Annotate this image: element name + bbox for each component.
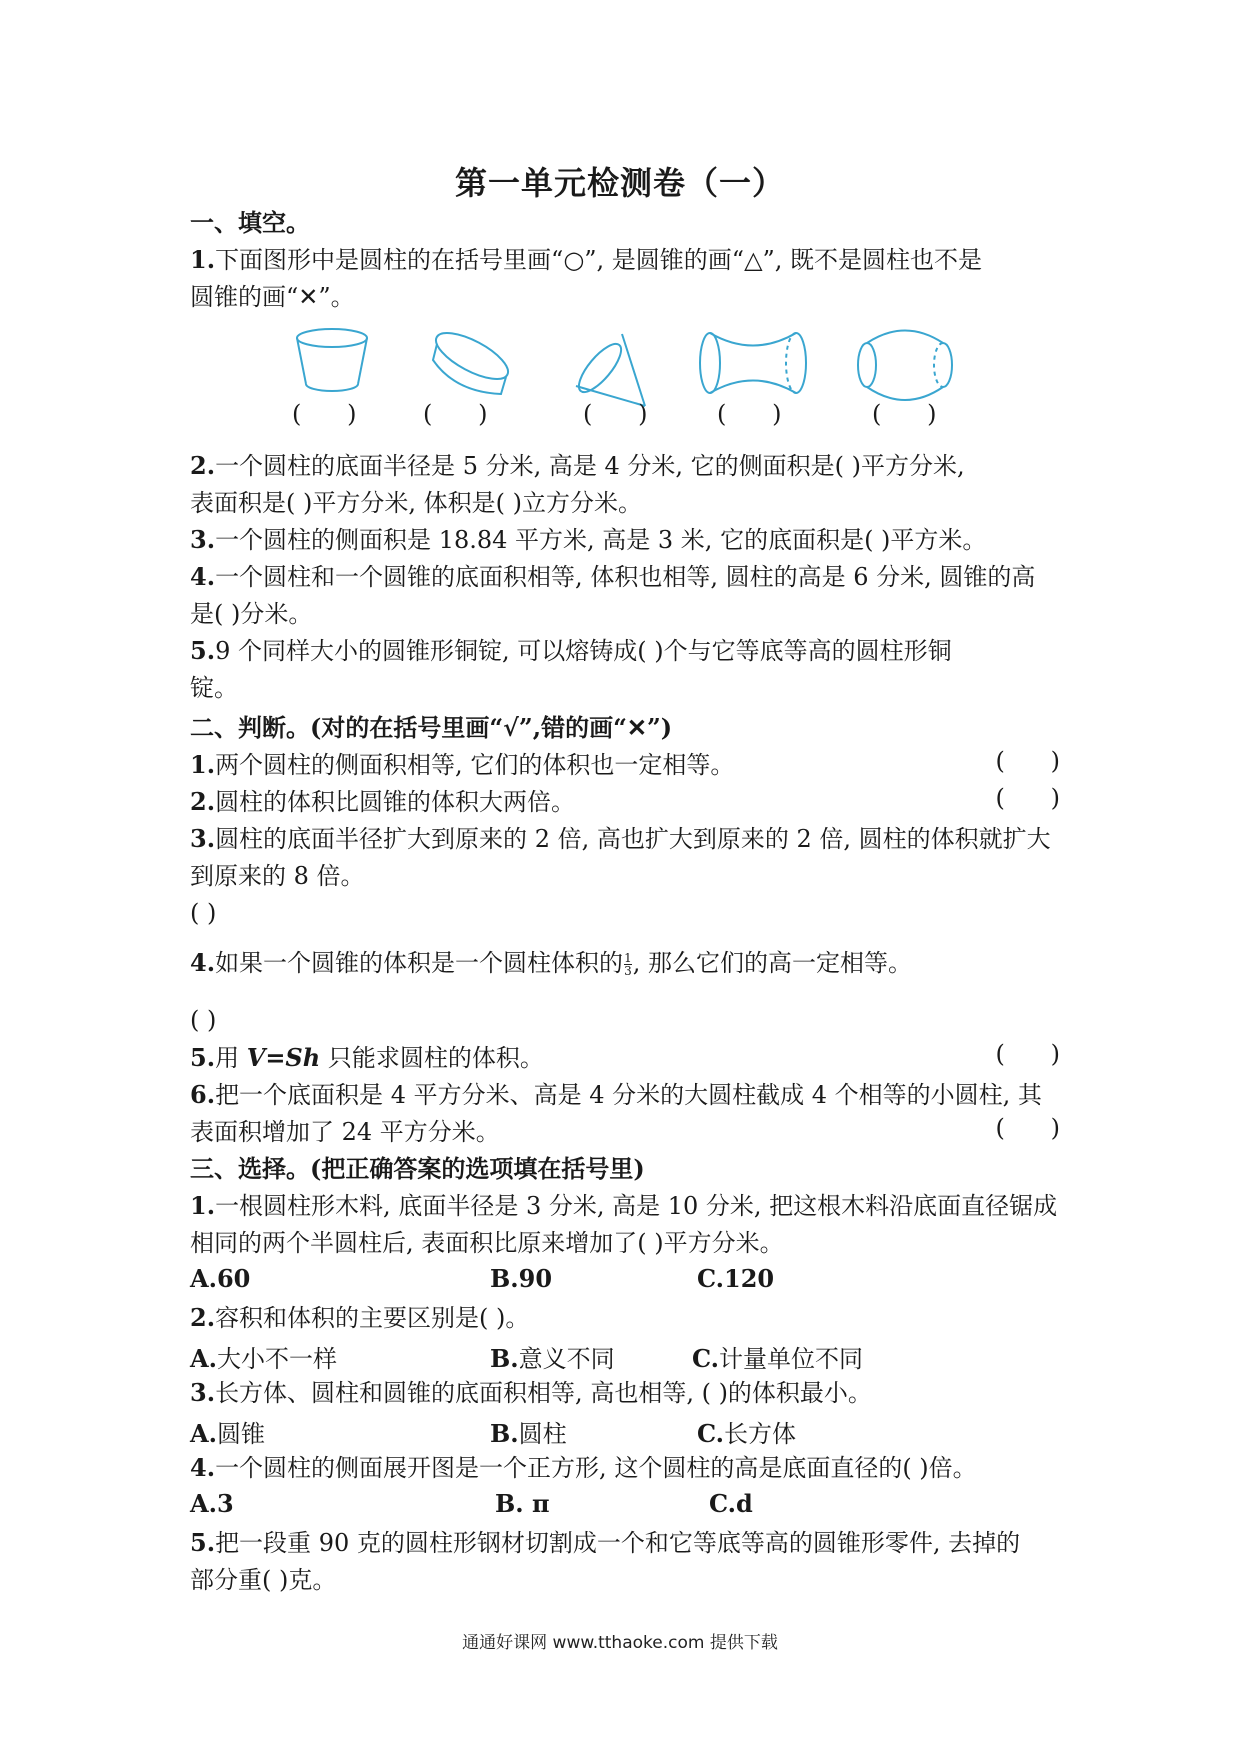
q-text: 如果一个圆锥的体积是一个圆柱体积的	[215, 949, 624, 977]
s2-q5-line	[190, 1040, 1060, 1076]
s3-q4-option-a[interactable]	[190, 1489, 234, 1518]
s3-q3-option-a[interactable]	[190, 1414, 265, 1449]
q-num: 5.	[190, 636, 216, 665]
s3-q1-option-c[interactable]	[697, 1264, 774, 1293]
s3-q4-option-b[interactable]	[495, 1489, 550, 1518]
volume-formula: V=Sh	[246, 1043, 321, 1072]
option-text: 意义不同	[518, 1345, 615, 1373]
q-num: 2.	[190, 787, 216, 816]
q-num: 1.	[190, 750, 216, 779]
option-letter: A.3	[190, 1489, 234, 1518]
s3-q2-option-a[interactable]	[190, 1339, 337, 1374]
q-text: 9 个同样大小的圆锥形铜锭, 可以熔铸成( )个与它等底等高的圆柱形铜	[215, 637, 952, 665]
barrel-shape-figure	[855, 328, 955, 403]
option-letter: A.	[190, 1419, 217, 1448]
s3-q3-line1	[190, 1375, 1060, 1411]
q-num: 1.	[190, 245, 216, 274]
option-letter: C.	[692, 1344, 720, 1373]
s2-q5-answer-paren[interactable]: ( )	[995, 1040, 1060, 1068]
s1-q4-line1	[190, 559, 1060, 595]
q-text: 一根圆柱形木料, 底面半径是 3 分米, 高是 10 分米, 把这根木料沿底面直径锯成	[215, 1192, 1058, 1220]
q-num: 4.	[190, 948, 216, 977]
option-letter: A.	[190, 1344, 217, 1373]
q-text: 圆柱的底面半径扩大到原来的 2 倍, 高也扩大到原来的 2 倍, 圆柱的体积就扩大	[215, 825, 1051, 853]
s3-q1-line2: 相同的两个半圆柱后, 表面积比原来增加了( )平方分米。	[190, 1229, 784, 1257]
q-text: 下面图形中是圆柱的在括号里画“○”, 是圆锥的画“△”, 既不是圆柱也不是	[215, 246, 983, 274]
option-text: 大小不一样	[216, 1345, 337, 1373]
q-num: 3.	[190, 525, 216, 554]
page-footer: 通通好课网 www.tthaoke.com 提供下载	[462, 1633, 778, 1653]
q-num: 5.	[190, 1528, 216, 1557]
s2-q3-line1	[190, 821, 1060, 857]
s3-q1-option-a[interactable]	[190, 1264, 250, 1293]
bowtie-shape-figure	[698, 328, 808, 398]
fraction-denominator: 3	[624, 964, 632, 978]
s2-q3-line2: 到原来的 8 倍。	[190, 862, 365, 890]
s2-q6-answer-paren[interactable]: ( )	[995, 1114, 1060, 1142]
option-letter: A.60	[190, 1264, 251, 1293]
q-text: 圆柱的体积比圆锥的体积大两倍。	[215, 788, 576, 816]
option-letter: B.	[490, 1344, 519, 1373]
figure-5-answer-paren[interactable]: ( )	[872, 400, 937, 428]
option-text: 圆锥	[216, 1420, 265, 1448]
s1-q2-line1	[190, 448, 1060, 484]
q-text: 一个圆柱和一个圆锥的底面积相等, 体积也相等, 圆柱的高是 6 分米, 圆锥的高	[215, 563, 1036, 591]
s3-q2-option-c[interactable]	[692, 1339, 863, 1374]
q-text: 长方体、圆柱和圆锥的底面积相等, 高也相等, ( )的体积最小。	[215, 1379, 872, 1407]
s2-q2-answer-paren[interactable]: ( )	[995, 784, 1060, 812]
page-title: 第一单元检测卷（一）	[454, 164, 785, 202]
s2-q4-line	[190, 945, 1060, 981]
s1-q5-line1	[190, 633, 1060, 669]
one-third-fraction	[624, 952, 632, 977]
s3-q4-line1	[190, 1450, 1060, 1486]
s1-q5-line2: 锭。	[190, 674, 238, 702]
bucket-frustum-figure	[292, 328, 372, 398]
s3-q2-option-b[interactable]	[490, 1339, 615, 1374]
section-2-heading: 二、判断。(对的在括号里画“√”,错的画“✕”)	[190, 713, 673, 742]
q-num: 6.	[190, 1080, 216, 1109]
q-num: 4.	[190, 1453, 216, 1482]
s3-q1-option-b[interactable]	[490, 1264, 552, 1293]
s3-q4-option-c[interactable]	[709, 1489, 753, 1518]
figure-4-answer-paren[interactable]: ( )	[717, 400, 782, 428]
s3-q3-option-c[interactable]	[697, 1414, 796, 1449]
option-text: 圆柱	[518, 1420, 567, 1448]
s2-q6-line2: 表面积增加了 24 平方分米。	[190, 1118, 500, 1146]
q-text: 用	[215, 1044, 247, 1072]
q-num: 2.	[190, 451, 216, 480]
s1-q1-line2: 圆锥的画“✕”。	[190, 283, 355, 311]
q-text: 一个圆柱的侧面展开图是一个正方形, 这个圆柱的高是底面直径的( )倍。	[215, 1454, 977, 1482]
q-num: 4.	[190, 562, 216, 591]
option-text: 计量单位不同	[719, 1345, 864, 1373]
s3-q2-line1	[190, 1300, 1060, 1336]
figure-2-answer-paren[interactable]: ( )	[423, 400, 488, 428]
s1-q3-line1	[190, 522, 1060, 558]
q-num: 1.	[190, 1191, 216, 1220]
section-3-heading: 三、选择。(把正确答案的选项填在括号里)	[190, 1154, 645, 1183]
s1-q4-line2: 是( )分米。	[190, 600, 313, 628]
s1-q2-line2: 表面积是( )平方分米, 体积是( )立方分米。	[190, 489, 642, 517]
s2-q1-answer-paren[interactable]: ( )	[995, 747, 1060, 775]
q-text: 只能求圆柱的体积。	[320, 1044, 544, 1072]
q-text: 两个圆柱的侧面积相等, 它们的体积也一定相等。	[215, 751, 735, 779]
q-num: 5.	[190, 1043, 216, 1072]
tilted-cylinder-figure	[425, 328, 520, 408]
fraction-numerator: 1	[624, 951, 632, 965]
s3-q3-option-b[interactable]	[490, 1414, 567, 1449]
option-letter: B.90	[490, 1264, 553, 1293]
s2-q6-line1	[190, 1077, 1060, 1113]
option-letter: B. π	[495, 1489, 550, 1518]
q-text: 一个圆柱的侧面积是 18.84 平方米, 高是 3 米, 它的底面积是( )平方米。	[215, 526, 987, 554]
s2-q3-answer-paren[interactable]: ( )	[190, 899, 217, 927]
q-text: 一个圆柱的底面半径是 5 分米, 高是 4 分米, 它的侧面积是( )平方分米,	[215, 452, 965, 480]
option-letter: B.	[490, 1419, 519, 1448]
q-text: 把一个底面积是 4 平方分米、高是 4 分米的大圆柱截成 4 个相等的小圆柱, 其	[215, 1081, 1042, 1109]
s3-q1-line1	[190, 1188, 1060, 1224]
q-num: 2.	[190, 1303, 216, 1332]
s3-q5-line2: 部分重( )克。	[190, 1566, 337, 1594]
s1-q1-line1	[190, 242, 1060, 278]
q-text: 把一段重 90 克的圆柱形钢材切割成一个和它等底等高的圆锥形零件, 去掉的	[215, 1529, 1021, 1557]
q-num: 3.	[190, 824, 216, 853]
q-num: 3.	[190, 1378, 216, 1407]
figure-3-answer-paren[interactable]: ( )	[583, 400, 648, 428]
option-letter: C.d	[709, 1489, 753, 1518]
option-letter: C.	[697, 1419, 725, 1448]
s2-q4-answer-paren[interactable]: ( )	[190, 1006, 217, 1034]
option-text: 长方体	[724, 1420, 797, 1448]
q-text: 容积和体积的主要区别是( )。	[215, 1304, 530, 1332]
option-letter: C.120	[697, 1264, 775, 1293]
s2-q1-line	[190, 747, 1060, 783]
section-1-heading: 一、填空。	[190, 208, 310, 237]
q-text: , 那么它们的高一定相等。	[632, 949, 912, 977]
figure-1-answer-paren[interactable]: ( )	[292, 400, 357, 428]
s3-q5-line1	[190, 1525, 1060, 1561]
s2-q2-line	[190, 784, 1060, 820]
